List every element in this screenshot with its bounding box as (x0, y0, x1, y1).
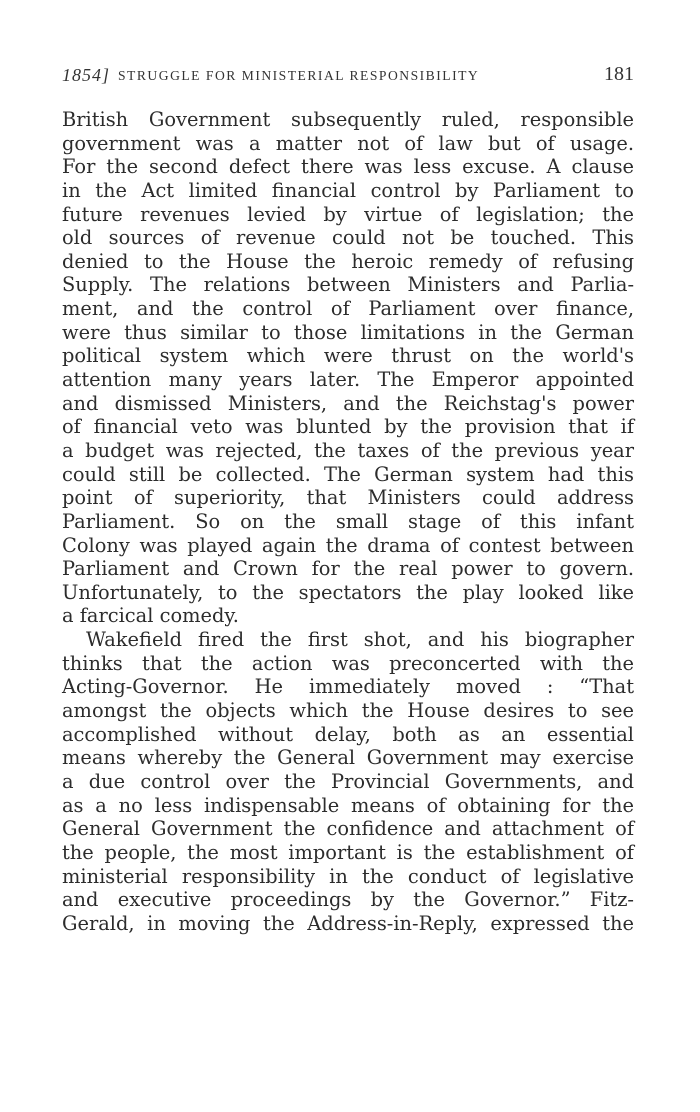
text-line: a budget was rejected, the taxes of the previous year (62, 438, 634, 462)
text-line: Colony was played again the drama of contest between (62, 533, 634, 557)
text-line: of financial veto was blunted by the provision that if (62, 415, 634, 439)
text-line: the people, the most important is the establishment of (62, 840, 634, 864)
text-line: For the second defect there was less excuse. A clause (62, 155, 634, 179)
text-line: and dismissed Ministers, and the Reichstag's power (62, 391, 634, 415)
text-line: thinks that the action was preconcerted with the (62, 651, 634, 675)
text-line: means whereby the General Government may exercise (62, 746, 634, 770)
text-line: ministerial responsibility in the conduct of legislative (62, 864, 634, 888)
text-line: attention many years later. The Emperor appointed (62, 368, 634, 392)
text-line: future revenues levied by virtue of legislation; the (62, 202, 634, 226)
text-line: accomplished without delay, both as an essential (62, 722, 634, 746)
text-line: old sources of revenue could not be touched. This (62, 226, 634, 250)
text-line: Unfortunately, to the spectators the play looked like (62, 580, 634, 604)
text-line: Supply. The relations between Ministers and Parlia- (62, 273, 634, 297)
text-line: in the Act limited financial control by Parliament to (62, 178, 634, 202)
text-line: could still be collected. The German system had this (62, 462, 634, 486)
text-line: Acting-Governor. He immediately moved : “That (62, 675, 634, 699)
text-line: Parliament and Crown for the real power to govern. (62, 557, 634, 581)
running-header (62, 56, 634, 88)
text-line: as a no less indispensable means of obtaining for the (62, 793, 634, 817)
header-year: 1854] (62, 65, 111, 85)
text-line: Gerald, in moving the Address-in-Reply, expressed the (62, 911, 634, 935)
text-line: Parliament. So on the small stage of this infant (62, 509, 634, 533)
text-line: General Government the confidence and attachment of (62, 817, 634, 841)
text-line: and executive proceedings by the Governor.” Fitz- (62, 888, 634, 912)
text-line: a due control over the Provincial Governments, and (62, 769, 634, 793)
text-line-paragraph-end: a farcical comedy. (62, 604, 239, 628)
text-line: ment, and the control of Parliament over finance, (62, 297, 634, 321)
text-line: point of superiority, that Ministers could address (62, 486, 634, 510)
text-line: political system which were thrust on the world's (62, 344, 634, 368)
text-line: British Government subsequently ruled, responsible (62, 108, 634, 131)
header-title: STRUGGLE FOR MINISTERIAL RESPONSIBILITY (118, 68, 480, 83)
text-line-paragraph-start: Wakefield fired the first shot, and his biographer (86, 628, 634, 652)
text-line: were thus similar to those limitations in the German (62, 320, 634, 344)
body-text (62, 108, 634, 935)
text-line: denied to the House the heroic remedy of refusing (62, 249, 634, 273)
text-line: government was a matter not of law but of usage. (62, 131, 634, 155)
page-number: 181 (604, 63, 634, 85)
text-line: amongst the objects which the House desires to see (62, 699, 634, 723)
